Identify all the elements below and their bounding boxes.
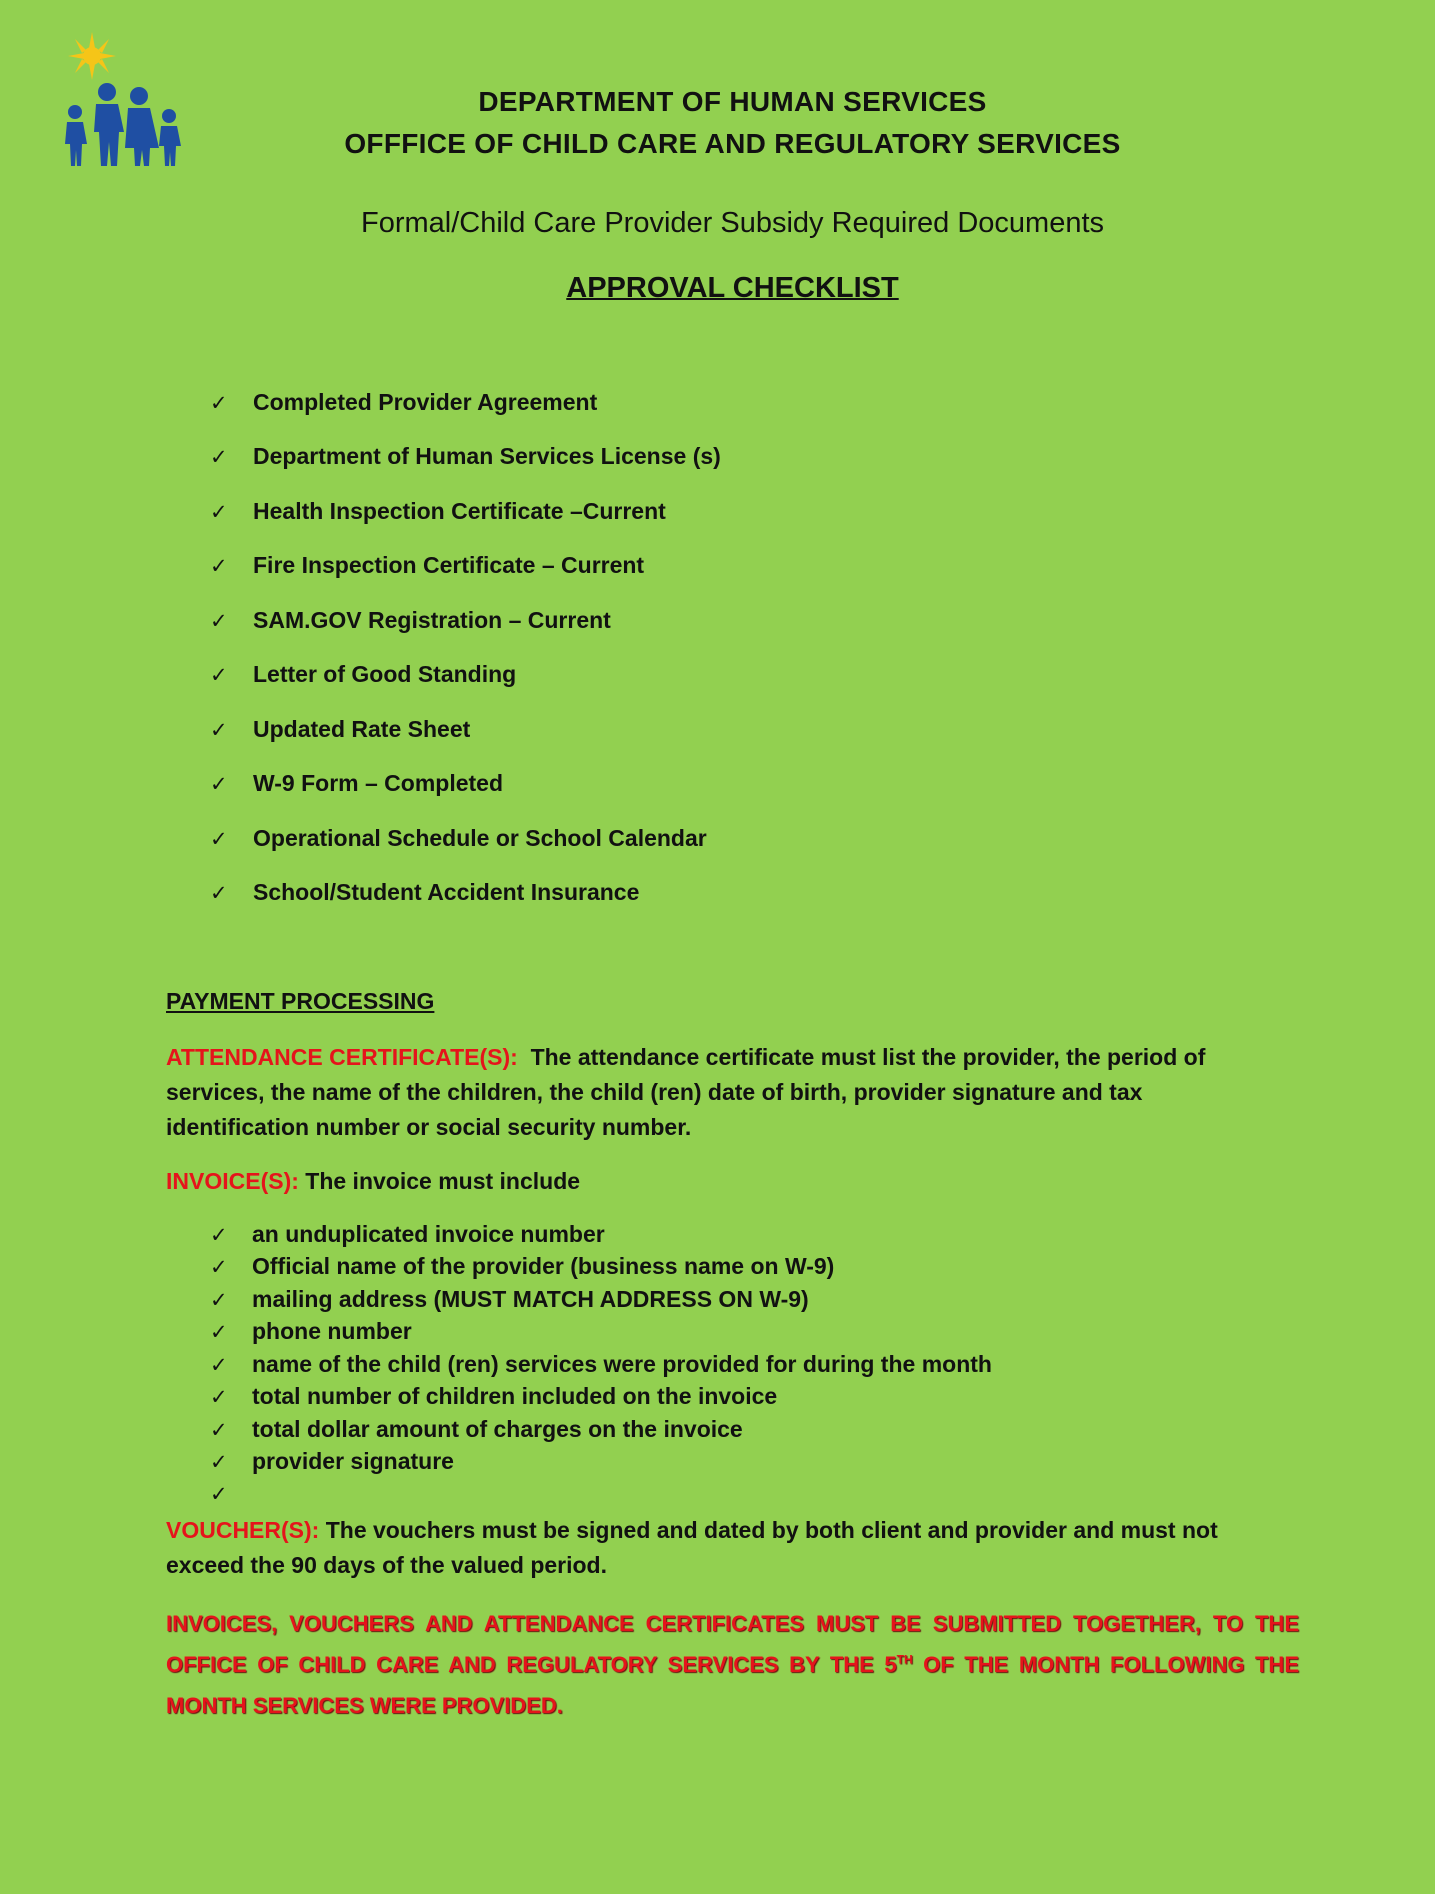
checkmark-icon: ✓ [210, 1255, 228, 1279]
checkmark-icon: ✓ [210, 554, 228, 578]
checkmark-icon: ✓ [210, 1418, 228, 1442]
invoice-text: The invoice must include [305, 1168, 581, 1194]
checklist-item: ✓ Updated Rate Sheet [210, 716, 471, 742]
approval-checklist-title: APPROVAL CHECKLIST [566, 272, 899, 304]
submission-notice: INVOICES, VOUCHERS AND ATTENDANCE CERTIFICATES MUST BE SUBMITTED TOGETHER, TO THE OFFICE OF CHILD CARE AND REGULATORY SERVICES BY THE 5TH OF THE MONTH FOLLOWING THE MONTH SERVICES WERE PROVIDED. [166, 1611, 1299, 1718]
checkmark-icon: ✓ [210, 827, 228, 851]
attendance-text: The attendance certificate must list the provider, the period of services, the name of the children, the child (ren) date of birth, provider signature and tax identification number or social security number. [166, 1044, 1206, 1140]
document-subtitle: Formal/Child Care Provider Subsidy Required Documents [360, 207, 1105, 239]
invoice-item [210, 1480, 252, 1507]
checkmark-icon: ✓ [210, 445, 228, 469]
checkmark-icon: ✓ [210, 500, 228, 524]
checkmark-icon: ✓ [210, 1223, 228, 1247]
sun-icon [68, 32, 116, 80]
attendance-paragraph [166, 1040, 1241, 1145]
checklist-item: ✓ W-9 Form – Completed [210, 770, 504, 796]
checkmark-icon: ✓ [210, 1482, 228, 1506]
voucher-text: The vouchers must be signed and dated by both client and provider and must not exceed the 90 days of the valued period. [166, 1517, 1218, 1578]
checkmark-icon: ✓ [210, 663, 228, 687]
checklist-item: ✓ Operational Schedule or School Calendar [210, 825, 707, 851]
invoice-item: ✓ phone number [210, 1318, 412, 1344]
invoice-item: ✓ provider signature [210, 1448, 454, 1474]
voucher-paragraph [166, 1513, 1241, 1583]
checkmark-icon: ✓ [210, 1450, 228, 1474]
checklist-item: ✓ Completed Provider Agreement [210, 389, 598, 415]
checkmark-icon: ✓ [210, 718, 228, 742]
checkmark-icon: ✓ [210, 881, 228, 905]
checkmark-icon: ✓ [210, 1320, 228, 1344]
office-title: OFFFICE OF CHILD CARE AND REGULATORY SERVICES [344, 128, 1121, 159]
checkmark-icon: ✓ [210, 772, 228, 796]
checklist-item: ✓ Fire Inspection Certificate – Current [210, 552, 645, 578]
checkmark-icon: ✓ [210, 609, 228, 633]
attendance-label: ATTENDANCE CERTIFICATE(S): [166, 1044, 518, 1070]
checklist-item: ✓ SAM.GOV Registration – Current [210, 607, 611, 633]
invoice-item: ✓ name of the child (ren) services were provided for during the month [210, 1351, 992, 1377]
invoice-label: INVOICE(S): [166, 1168, 299, 1194]
department-title: DEPARTMENT OF HUMAN SERVICES [478, 86, 987, 117]
invoice-paragraph [166, 1164, 1241, 1199]
checkmark-icon: ✓ [210, 1288, 228, 1312]
checklist-item: ✓ Letter of Good Standing [210, 661, 517, 687]
checkmark-icon: ✓ [210, 1353, 228, 1377]
checklist-item: ✓ School/Student Accident Insurance [210, 879, 640, 905]
invoice-item: ✓ total number of children included on the invoice [210, 1383, 778, 1409]
invoice-item: ✓ an unduplicated invoice number [210, 1221, 605, 1247]
checklist-item: ✓ Department of Human Services License (s) [210, 443, 721, 469]
checkmark-icon: ✓ [210, 1385, 228, 1409]
checklist-item: ✓ Health Inspection Certificate –Current [210, 498, 666, 524]
voucher-label: VOUCHER(S): [166, 1517, 320, 1543]
invoice-item: ✓ mailing address (MUST MATCH ADDRESS ON W-9) [210, 1286, 809, 1312]
payment-processing-title: PAYMENT PROCESSING [166, 988, 435, 1014]
checkmark-icon: ✓ [210, 391, 228, 415]
invoice-item: ✓ total dollar amount of charges on the invoice [210, 1416, 743, 1442]
invoice-item: ✓ Official name of the provider (business name on W-9) [210, 1253, 835, 1279]
